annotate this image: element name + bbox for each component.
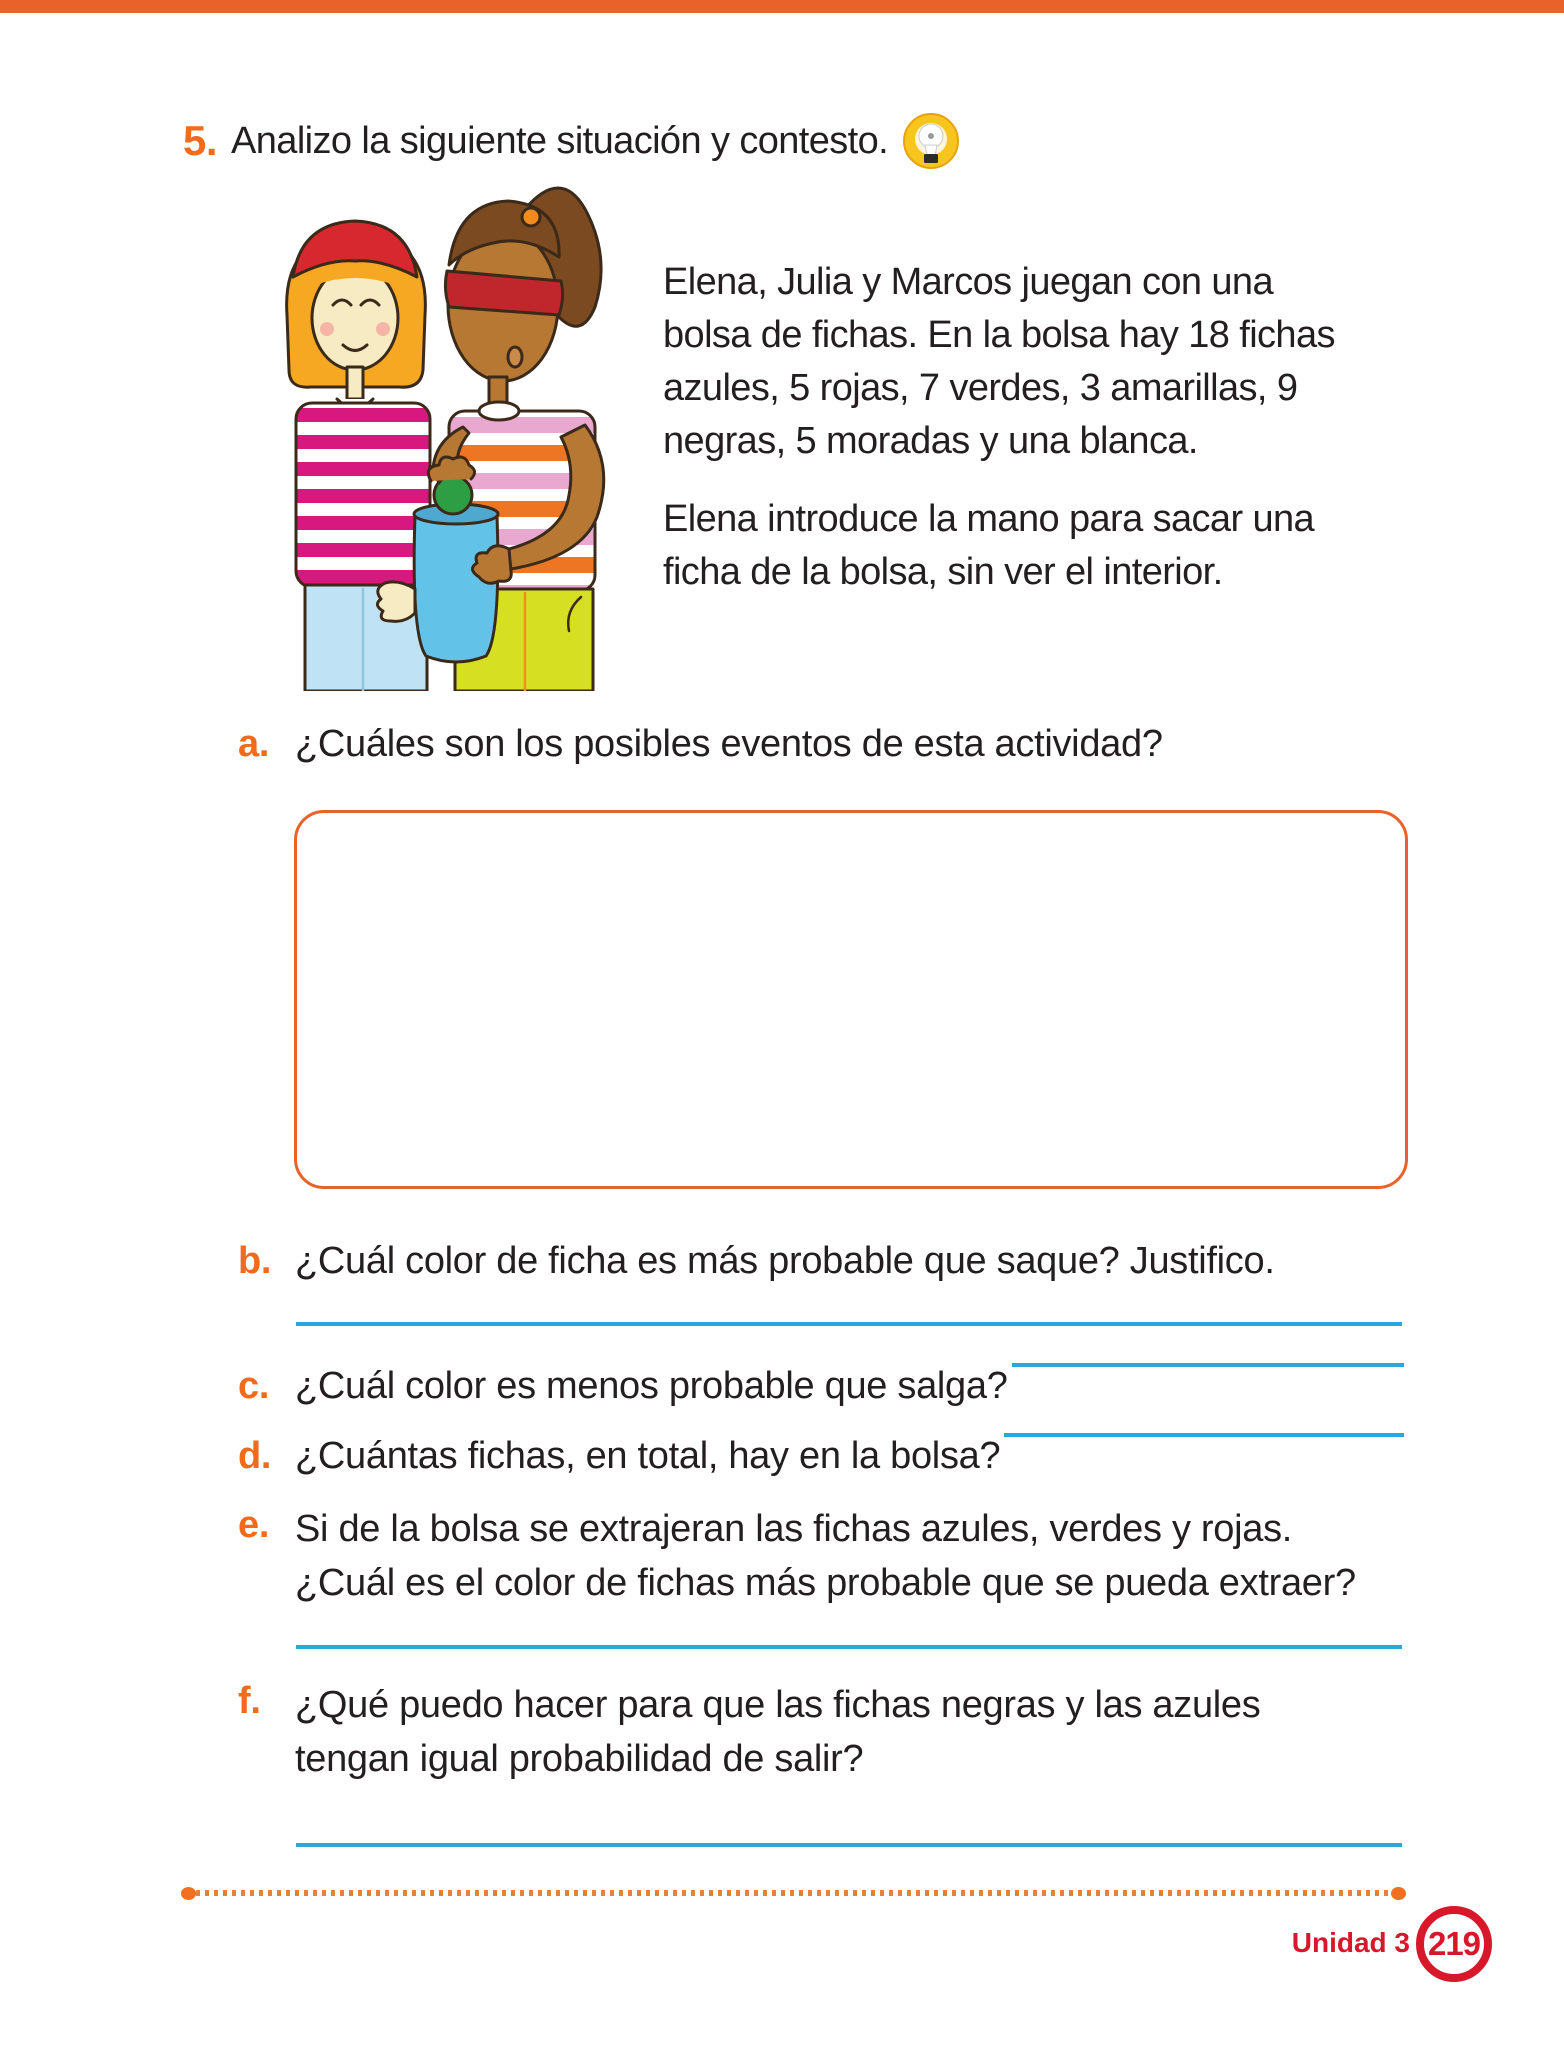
paragraph-line: Elena introduce la mano para sacar una [663, 498, 1315, 540]
paragraph-line: ficha de la bolsa, sin ver el interior. [663, 551, 1223, 593]
top-accent-bar [0, 0, 1564, 13]
question-e-line1: Si de la bolsa se extrajeran las fichas azules, verdes y rojas. [295, 1508, 1293, 1550]
question-e [238, 1502, 1356, 1610]
separator-left-dot [181, 1887, 196, 1900]
question-a [238, 721, 1163, 767]
question-d-text: ¿Cuántas fichas, en total, hay en la bolsa? [295, 1435, 1001, 1477]
exercise-title: Analizo la siguiente situación y contesto. [231, 119, 889, 162]
question-f-line1: ¿Qué puedo hacer para que las fichas negras y las azules [295, 1684, 1261, 1726]
question-c-text: ¿Cuál color es menos probable que salga? [295, 1365, 1008, 1407]
page-number-badge [1416, 1906, 1492, 1982]
lightbulb-icon [902, 112, 960, 170]
answer-line-e[interactable] [296, 1645, 1402, 1649]
question-e-line2: ¿Cuál es el color de fichas más probable que se pueda extraer? [295, 1562, 1356, 1604]
paragraph-line: negras, 5 moradas y una blanca. [663, 420, 1198, 462]
question-b [238, 1238, 1275, 1284]
question-f-lines [295, 1678, 1260, 1786]
answer-line-f[interactable] [296, 1843, 1402, 1847]
question-a-marker: a. [238, 723, 270, 765]
question-b-text: ¿Cuál color de ficha es más probable que saque? Justifico. [295, 1240, 1275, 1282]
answer-line-b[interactable] [296, 1322, 1402, 1326]
question-e-lines [295, 1502, 1356, 1610]
intro-paragraph-2 [663, 493, 1314, 599]
question-b-marker: b. [238, 1240, 272, 1282]
unit-label: Unidad 3 [1291, 1927, 1410, 1958]
answer-line-c[interactable] [1012, 1363, 1404, 1367]
question-d-marker: d. [238, 1435, 272, 1477]
exercise-number: 5. [183, 117, 218, 164]
question-d [238, 1433, 1404, 1479]
paragraph-line: azules, 5 rojas, 7 verdes, 3 amarillas, 9 [663, 367, 1298, 409]
question-c [238, 1363, 1404, 1409]
separator-right-dot [1391, 1887, 1406, 1900]
question-f-line2: tengan igual probabilidad de salir? [295, 1738, 864, 1780]
exercise-header [183, 112, 960, 170]
question-a-text: ¿Cuáles son los posibles eventos de esta actividad? [295, 723, 1163, 765]
question-c-marker: c. [238, 1365, 270, 1407]
answer-line-d[interactable] [1004, 1433, 1404, 1437]
dotted-separator [196, 1890, 1392, 1896]
paragraph-line: bolsa de fichas. En la bolsa hay 18 fichas [663, 314, 1335, 356]
page-number: 219 [1427, 1925, 1481, 1962]
children-with-bag-illustration [263, 165, 655, 691]
question-e-marker: e. [238, 1504, 270, 1546]
intro-paragraph-1 [663, 256, 1335, 468]
paragraph-line: Elena, Julia y Marcos juegan con una [663, 261, 1274, 303]
answer-box-a[interactable] [294, 810, 1408, 1189]
question-f-marker: f. [238, 1680, 261, 1722]
question-f [238, 1678, 1260, 1786]
